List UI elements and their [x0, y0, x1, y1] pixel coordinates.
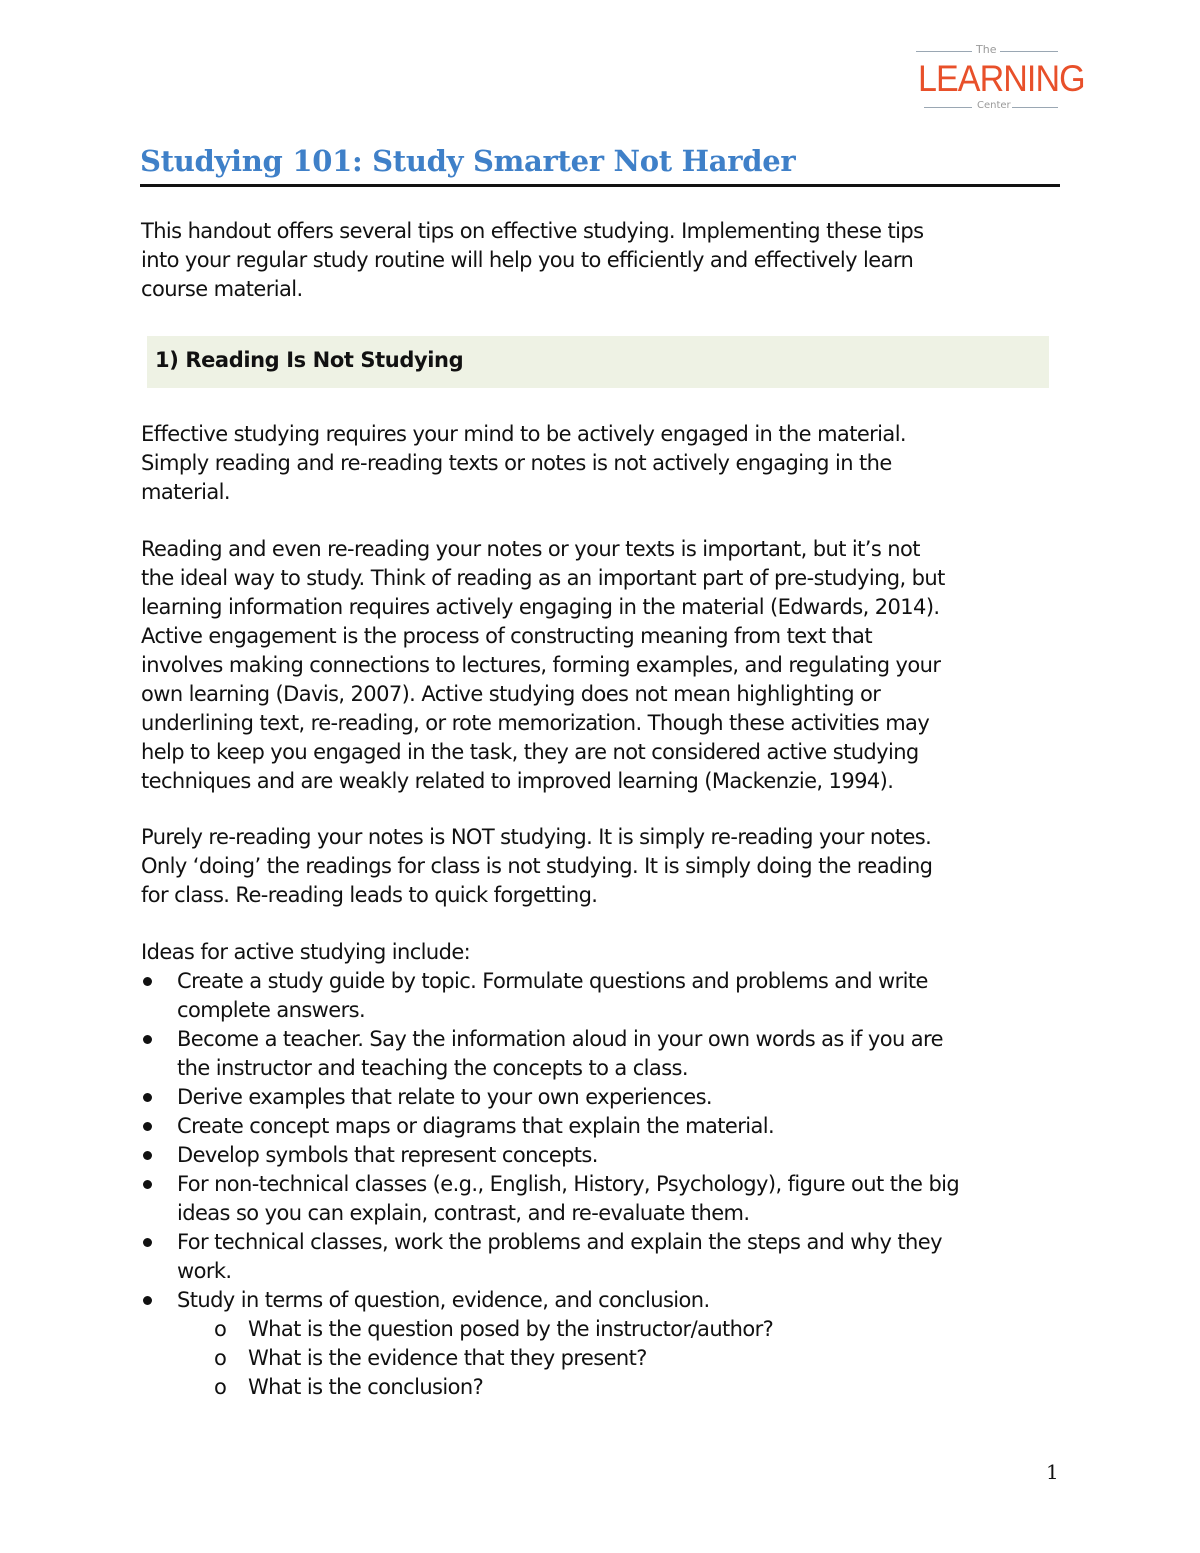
ideas-heading [141, 938, 1071, 967]
logo-bottom-text: Center [977, 100, 1011, 111]
list-item [141, 1083, 1081, 1112]
list-item [141, 1228, 1081, 1286]
page-number: 1 [1046, 1460, 1059, 1484]
paragraph-line: Purely re-reading your notes is NOT studying. It is simply re-reading your notes. [141, 825, 932, 849]
page-title: Studying 101: Study Smarter Not Harder [140, 144, 796, 178]
logo-top-line [912, 44, 1062, 58]
list-item [141, 1112, 1081, 1141]
list-item [141, 967, 1081, 1025]
list-item-line: Derive examples that relate to your own experiences. [177, 1085, 713, 1109]
ideas-heading-text: Ideas for active studying include: [141, 940, 471, 964]
ideas-list [141, 967, 1081, 1402]
paragraph-line: learning information requires actively engaging in the material (Edwards, 2014). [141, 595, 940, 619]
list-item-line: the instructor and teaching the concepts to a class. [177, 1056, 688, 1080]
list-item-line: complete answers. [177, 998, 366, 1022]
list-item [141, 1141, 1081, 1170]
intro-line: into your regular study routine will help you to efficiently and effectively learn [141, 248, 914, 272]
logo-bottom-line [912, 100, 1062, 114]
list-item-line: Create a study guide by topic. Formulate questions and problems and write [177, 969, 928, 993]
section-heading: 1) Reading Is Not Studying [155, 348, 464, 372]
sub-bullet-icon: o [214, 1346, 227, 1370]
intro-paragraph [141, 217, 1071, 304]
bullet-icon [143, 1151, 152, 1160]
list-item [141, 1286, 1081, 1315]
list-item-line: work. [177, 1259, 232, 1283]
bullet-icon [143, 1180, 152, 1189]
bullet-icon [143, 1035, 152, 1044]
list-item-line: Develop symbols that represent concepts. [177, 1143, 598, 1167]
intro-line: course material. [141, 277, 303, 301]
paragraph-line: Only ‘doing’ the readings for class is not studying. It is simply doing the reading [141, 854, 933, 878]
list-item-line: Study in terms of question, evidence, and conclusion. [177, 1288, 710, 1312]
list-item-line: Become a teacher. Say the information aloud in your own words as if you are [177, 1027, 943, 1051]
bullet-icon [143, 1093, 152, 1102]
sub-list-item-text: What is the question posed by the instructor/author? [248, 1317, 774, 1341]
paragraph-3 [141, 823, 1071, 910]
paragraph-line: involves making connections to lectures, forming examples, and regulating your [141, 653, 941, 677]
list-item-line: For non-technical classes (e.g., English, History, Psychology), figure out the big [177, 1172, 960, 1196]
list-item-line: Create concept maps or diagrams that explain the material. [177, 1114, 775, 1138]
sub-list-item [141, 1315, 1081, 1344]
paragraph-line: underlining text, re-reading, or rote memorization. Though these activities may [141, 711, 930, 735]
title-underline [140, 184, 1060, 187]
paragraph-line: the ideal way to study. Think of reading as an important part of pre-studying, but [141, 566, 945, 590]
logo-top-text: The [976, 43, 997, 56]
sub-list-item [141, 1344, 1081, 1373]
sub-list-item-text: What is the evidence that they present? [248, 1346, 647, 1370]
list-item-line: For technical classes, work the problems and explain the steps and why they [177, 1230, 942, 1254]
paragraph-line: for class. Re-reading leads to quick forgetting. [141, 883, 598, 907]
paragraph-2 [141, 535, 1071, 796]
paragraph-line: material. [141, 480, 230, 504]
list-item [141, 1170, 1081, 1228]
learning-center-logo [912, 43, 1085, 116]
sub-bullet-icon: o [214, 1317, 227, 1341]
bullet-icon [143, 977, 152, 986]
paragraph-line: Effective studying requires your mind to be actively engaged in the material. [141, 422, 906, 446]
paragraph-line: Reading and even re-reading your notes or your texts is important, but it’s not [141, 537, 920, 561]
paragraph-line: own learning (Davis, 2007). Active studying does not mean highlighting or [141, 682, 881, 706]
paragraph-line: Active engagement is the process of constructing meaning from text that [141, 624, 872, 648]
bullet-icon [143, 1238, 152, 1247]
paragraph-1 [141, 420, 1071, 507]
bullet-icon [143, 1296, 152, 1305]
paragraph-line: Simply reading and re-reading texts or notes is not actively engaging in the [141, 451, 892, 475]
bullet-icon [143, 1122, 152, 1131]
sub-list-item-text: What is the conclusion? [248, 1375, 484, 1399]
sub-list-item [141, 1373, 1081, 1402]
paragraph-line: techniques and are weakly related to improved learning (Mackenzie, 1994). [141, 769, 894, 793]
list-item-line: ideas so you can explain, contrast, and re-evaluate them. [177, 1201, 750, 1225]
list-item [141, 1025, 1081, 1083]
sub-bullet-icon: o [214, 1375, 227, 1399]
intro-line: This handout offers several tips on effective studying. Implementing these tips [141, 219, 924, 243]
logo-main-text: LEARNING [918, 58, 1085, 99]
paragraph-line: help to keep you engaged in the task, they are not considered active studying [141, 740, 919, 764]
